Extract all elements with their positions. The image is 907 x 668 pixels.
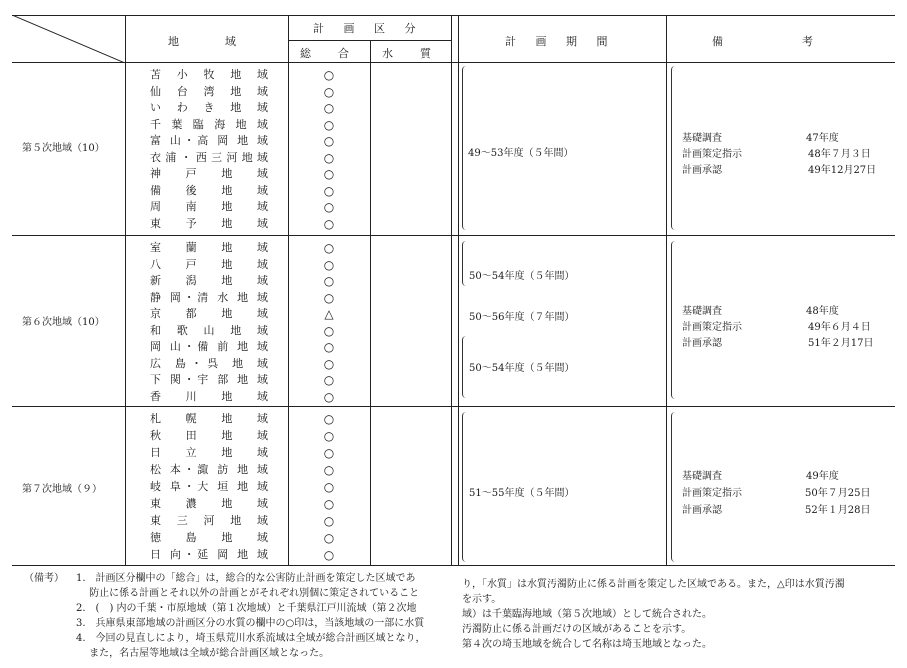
remark-label: 基礎調査 <box>682 133 722 144</box>
remark-label: 計画承認 <box>682 165 722 176</box>
region-name: 岡 山・備 前 地 域 <box>150 340 268 353</box>
region-name: 八 戸 地 域 <box>150 257 268 271</box>
region-name: 下 関・宇 部 地 域 <box>150 373 268 386</box>
plan-mark: △ <box>324 307 334 321</box>
period-brace <box>462 241 467 286</box>
period-brace <box>462 336 467 398</box>
plan-mark: ○ <box>323 446 335 460</box>
header-period: 計 画 期 間 <box>505 35 616 48</box>
period-text: 50〜54年度（５年間） <box>469 271 575 282</box>
col-divider-region <box>125 15 126 566</box>
col-divider-water <box>370 40 371 566</box>
region-name: 周 南 地 域 <box>150 200 268 213</box>
period-text: 50〜54年度（５年間） <box>469 363 575 374</box>
group-label-5th: 第５次地域（10） <box>22 143 105 154</box>
region-name: 備 後 地 域 <box>150 183 268 197</box>
remark-value: 52年１月28日 <box>805 505 871 516</box>
remark-value: 50年７月25日 <box>805 488 871 499</box>
remark-label: 計画策定指示 <box>682 322 742 333</box>
note-line: また，名古屋等地域は全域が総合計画区域となった。 <box>76 648 330 659</box>
col-divider-plan <box>288 15 289 566</box>
region-name: 徳 島 地 域 <box>150 531 268 544</box>
group-divider-2 <box>12 406 895 407</box>
region-name: 東 濃 地 域 <box>150 497 268 510</box>
header-region: 地 域 <box>168 35 244 48</box>
plan-subheader-line <box>288 40 451 41</box>
remark-label: 基礎調査 <box>682 471 722 482</box>
note-line: 1. 計画区分欄中の「総合」は，総合的な公害防止計画を策定した区域であ <box>76 573 416 584</box>
remark-value: 48年度 <box>806 306 839 317</box>
col-divider-page-right <box>458 15 459 566</box>
plan-mark: ○ <box>323 340 335 354</box>
remark-value: 47年度 <box>806 133 839 144</box>
region-name: 衣浦・西三河地域 <box>150 150 268 164</box>
period-brace <box>462 66 467 230</box>
plan-mark: ○ <box>323 373 335 387</box>
region-name: 静 岡・清 水 地 域 <box>150 290 268 304</box>
region-name: 広 島・呉 地 域 <box>150 356 268 370</box>
group-label-6th: 第６次地域（10） <box>22 317 105 328</box>
region-name: 日 立 地 域 <box>150 446 268 459</box>
region-name: 京 都 地 域 <box>150 307 268 320</box>
region-name: 松 本・諏 訪 地 域 <box>150 463 268 476</box>
plan-mark: ○ <box>323 463 335 477</box>
notes-heading: （備考） <box>24 573 64 584</box>
plan-mark: ○ <box>323 389 335 404</box>
plan-mark: ○ <box>323 514 335 528</box>
region-name: 日 向・延 岡 地 域 <box>150 548 268 561</box>
table-top-border-right <box>458 15 895 16</box>
note-line: 汚濁防止に係る計画だけの区域があることを示す。 <box>462 624 692 635</box>
remark-label: 計画承認 <box>682 338 722 349</box>
region-name: 札 幌 地 域 <box>150 412 268 425</box>
region-name: 苫 小 牧 地 域 <box>150 68 268 81</box>
remark-value: 48年７月３日 <box>808 149 871 160</box>
plan-mark: ○ <box>323 548 335 562</box>
remarks-brace <box>671 66 676 230</box>
remark-label: 計画承認 <box>682 505 722 516</box>
plan-mark: ○ <box>323 183 335 198</box>
plan-mark: ○ <box>323 241 335 255</box>
note-line: 域）は千葉臨海地域（第５次地域）として統合された。 <box>462 609 712 620</box>
region-name: 室 蘭 地 域 <box>150 241 268 254</box>
region-name: 仙 台 湾 地 域 <box>150 84 268 98</box>
region-name: 神 戸 地 域 <box>150 167 268 180</box>
region-name: 岐 阜・大 垣 地 域 <box>150 480 268 493</box>
remark-value: 49年度 <box>806 471 839 482</box>
plan-mark: ○ <box>323 68 335 82</box>
region-name: い わ き 地 域 <box>150 101 268 114</box>
remark-label: 計画策定指示 <box>682 488 742 499</box>
plan-mark: ○ <box>323 150 335 165</box>
note-line: 4. 今回の見直しにより，埼玉県荒川水系流域は全域が総合計画区域となり， <box>76 633 426 644</box>
plan-mark: ○ <box>323 531 335 545</box>
region-name: 東 予 地 域 <box>150 216 268 230</box>
plan-mark: ○ <box>323 480 335 494</box>
region-name: 東 三 河 地 域 <box>150 514 268 527</box>
region-name: 富 山・高 岡 地 域 <box>150 134 268 147</box>
remark-value: 49年12月27日 <box>808 165 877 176</box>
remark-label: 基礎調査 <box>682 306 722 317</box>
note-line: 第４次の埼玉地域を統合して名称は埼玉地域となった。 <box>462 639 712 650</box>
header-bottom-border <box>12 62 895 63</box>
plan-mark: ○ <box>323 84 335 99</box>
remarks-brace <box>671 412 676 562</box>
region-name: 千 葉 臨 海 地 域 <box>150 117 268 131</box>
plan-mark: ○ <box>323 356 335 371</box>
table-bottom-border <box>12 565 895 566</box>
plan-mark: ○ <box>323 257 335 272</box>
plan-mark: ○ <box>323 167 335 181</box>
remarks-brace <box>671 241 676 399</box>
plan-mark: ○ <box>323 412 335 426</box>
region-name: 新 潟 地 域 <box>150 274 268 287</box>
period-text: 50〜56年度（７年間） <box>469 312 575 323</box>
period-brace <box>462 412 467 562</box>
note-line: り，「水質」は水質汚濁防止に係る計画を策定した区域である。また，△印は水質汚濁 <box>462 579 845 590</box>
plan-mark: ○ <box>323 429 335 443</box>
plan-mark: ○ <box>323 134 335 148</box>
group-divider-1 <box>12 235 895 236</box>
header-diagonal <box>12 15 125 63</box>
header-comprehensive: 総 合 <box>300 47 357 60</box>
header-remarks: 備 考 <box>712 35 817 48</box>
remark-value: 51年２月17日 <box>808 338 874 349</box>
note-line: 3. 兵庫県東部地域の計画区分の水質の欄中の○印は，当該地域の一部に水質 <box>76 618 425 629</box>
plan-mark: ○ <box>323 323 335 338</box>
region-name: 秋 田 地 域 <box>150 429 268 442</box>
note-line: 防止に係る計画とそれ以外の計画とがそれぞれ別個に策定されていること <box>76 588 420 599</box>
plan-mark: ○ <box>323 117 335 132</box>
header-water-quality: 水 質 <box>382 47 439 60</box>
remark-label: 計画策定指示 <box>682 149 742 160</box>
plan-mark: ○ <box>323 200 335 214</box>
col-divider-page-left <box>451 15 452 566</box>
col-divider-remarks <box>666 15 667 566</box>
header-plan-division: 計 画 区 分 <box>313 22 424 35</box>
plan-mark: ○ <box>323 101 335 115</box>
region-name: 香 川 地 域 <box>150 389 268 403</box>
remark-value: 49年６月４日 <box>808 322 871 333</box>
region-name: 和 歌 山 地 域 <box>150 323 268 337</box>
plan-mark: ○ <box>323 216 335 231</box>
note-line: 2. ( ) 内の千葉・市原地域（第１次地域）と千葉県江戸川流域（第２次地 <box>76 603 417 614</box>
group-label-7th: 第７次地域（９） <box>22 484 102 495</box>
period-text: 51〜55年度（５年間） <box>469 488 575 499</box>
plan-mark: ○ <box>323 274 335 288</box>
period-text: 49〜53年度（５年間） <box>468 148 574 159</box>
plan-mark: ○ <box>323 290 335 305</box>
note-line: を示す。 <box>462 594 502 605</box>
plan-mark: ○ <box>323 497 335 511</box>
